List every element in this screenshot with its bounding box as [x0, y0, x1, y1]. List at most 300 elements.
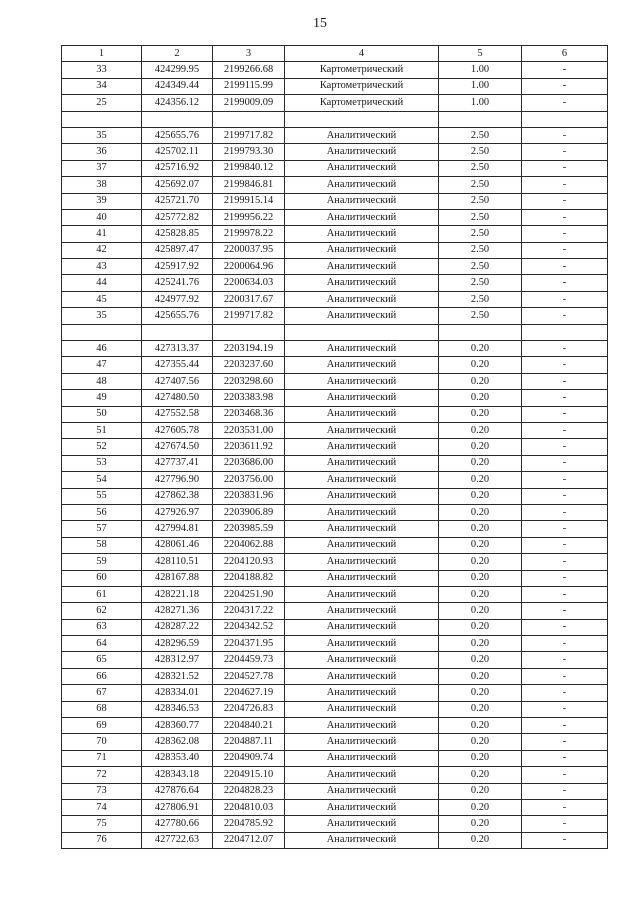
note-cell: - [522, 554, 608, 570]
y-coordinate-cell: 2203298.60 [213, 373, 285, 389]
y-coordinate-cell: 2203237.60 [213, 357, 285, 373]
x-coordinate-cell: 428061.46 [142, 537, 213, 553]
accuracy-cell: 0.20 [439, 422, 522, 438]
table-row [62, 242, 608, 258]
method-cell: Аналитический [285, 718, 439, 734]
accuracy-cell: 2.50 [439, 209, 522, 225]
method-cell: Аналитический [285, 767, 439, 783]
table-row [62, 341, 608, 357]
table-row [62, 685, 608, 701]
note-cell [522, 111, 608, 127]
page-number: 15 [313, 16, 327, 31]
x-coordinate-cell: 425241.76 [142, 275, 213, 291]
x-coordinate-cell [142, 324, 213, 340]
y-coordinate-cell: 2204527.78 [213, 668, 285, 684]
note-cell: - [522, 209, 608, 225]
table-row [62, 160, 608, 176]
method-cell: Аналитический [285, 636, 439, 652]
accuracy-cell: 0.20 [439, 718, 522, 734]
point-number-cell: 75 [62, 816, 142, 832]
x-coordinate-cell: 428312.97 [142, 652, 213, 668]
note-cell: - [522, 636, 608, 652]
x-coordinate-cell: 424356.12 [142, 95, 213, 111]
method-cell: Аналитический [285, 701, 439, 717]
x-coordinate-cell: 424299.95 [142, 62, 213, 78]
y-coordinate-cell: 2204342.52 [213, 619, 285, 635]
point-number-cell: 74 [62, 799, 142, 815]
table-row [62, 783, 608, 799]
y-coordinate-cell: 2199915.14 [213, 193, 285, 209]
x-coordinate-cell: 425655.76 [142, 127, 213, 143]
table-row [62, 668, 608, 684]
note-cell: - [522, 799, 608, 815]
point-number-cell: 60 [62, 570, 142, 586]
note-cell: - [522, 521, 608, 537]
method-cell [285, 111, 439, 127]
table-row [62, 422, 608, 438]
note-cell: - [522, 767, 608, 783]
point-number-cell: 54 [62, 472, 142, 488]
table-row [62, 259, 608, 275]
point-number-cell: 43 [62, 259, 142, 275]
method-cell: Аналитический [285, 570, 439, 586]
y-coordinate-cell: 2199978.22 [213, 226, 285, 242]
point-number-cell: 67 [62, 685, 142, 701]
x-coordinate-cell: 427605.78 [142, 422, 213, 438]
point-number-cell: 50 [62, 406, 142, 422]
accuracy-cell: 0.20 [439, 832, 522, 848]
method-cell: Аналитический [285, 832, 439, 848]
note-cell [522, 324, 608, 340]
note-cell: - [522, 308, 608, 324]
note-cell: - [522, 373, 608, 389]
accuracy-cell: 0.20 [439, 586, 522, 602]
x-coordinate-cell: 427796.90 [142, 472, 213, 488]
accuracy-cell: 2.50 [439, 127, 522, 143]
table-row [62, 750, 608, 766]
note-cell: - [522, 357, 608, 373]
accuracy-cell: 2.50 [439, 308, 522, 324]
table-row [62, 177, 608, 193]
x-coordinate-cell: 425828.85 [142, 226, 213, 242]
accuracy-cell: 2.50 [439, 144, 522, 160]
method-cell: Аналитический [285, 685, 439, 701]
x-coordinate-cell: 427780.66 [142, 816, 213, 832]
table-row [62, 472, 608, 488]
method-cell: Аналитический [285, 291, 439, 307]
accuracy-cell: 0.20 [439, 537, 522, 553]
table-row [62, 373, 608, 389]
y-coordinate-cell: 2204317.22 [213, 603, 285, 619]
method-cell: Аналитический [285, 734, 439, 750]
accuracy-cell: 0.20 [439, 504, 522, 520]
accuracy-cell: 0.20 [439, 668, 522, 684]
method-cell: Аналитический [285, 127, 439, 143]
y-coordinate-cell: 2203383.98 [213, 390, 285, 406]
note-cell: - [522, 62, 608, 78]
accuracy-cell: 0.20 [439, 734, 522, 750]
y-coordinate-cell: 2199266.68 [213, 62, 285, 78]
x-coordinate-cell: 428360.77 [142, 718, 213, 734]
method-cell [285, 324, 439, 340]
point-number-cell: 37 [62, 160, 142, 176]
accuracy-cell: 0.20 [439, 554, 522, 570]
x-coordinate-cell: 428321.52 [142, 668, 213, 684]
point-number-cell: 35 [62, 308, 142, 324]
table-row [62, 78, 608, 94]
note-cell: - [522, 275, 608, 291]
method-cell: Аналитический [285, 226, 439, 242]
method-cell: Аналитический [285, 259, 439, 275]
table-row [62, 324, 608, 340]
point-number-cell [62, 111, 142, 127]
accuracy-cell: 0.20 [439, 685, 522, 701]
table-row [62, 652, 608, 668]
note-cell: - [522, 422, 608, 438]
y-coordinate-cell: 2204371.95 [213, 636, 285, 652]
note-cell: - [522, 78, 608, 94]
table-row [62, 488, 608, 504]
y-coordinate-cell: 2204726.83 [213, 701, 285, 717]
x-coordinate-cell: 425721.70 [142, 193, 213, 209]
accuracy-cell: 0.20 [439, 373, 522, 389]
note-cell: - [522, 472, 608, 488]
y-coordinate-cell: 2204251.90 [213, 586, 285, 602]
y-coordinate-cell: 2204627.19 [213, 685, 285, 701]
x-coordinate-cell: 427862.38 [142, 488, 213, 504]
method-cell: Аналитический [285, 193, 439, 209]
accuracy-cell: 0.20 [439, 799, 522, 815]
header-row [62, 46, 608, 62]
accuracy-cell: 2.50 [439, 177, 522, 193]
y-coordinate-cell: 2203686.00 [213, 455, 285, 471]
method-cell: Аналитический [285, 177, 439, 193]
note-cell: - [522, 291, 608, 307]
table-row [62, 62, 608, 78]
y-coordinate-cell: 2204188.82 [213, 570, 285, 586]
note-cell: - [522, 832, 608, 848]
column-header: 3 [213, 46, 285, 62]
point-number-cell: 66 [62, 668, 142, 684]
accuracy-cell: 0.20 [439, 406, 522, 422]
y-coordinate-cell: 2203468.36 [213, 406, 285, 422]
method-cell: Аналитический [285, 799, 439, 815]
column-header: 1 [62, 46, 142, 62]
point-number-cell: 53 [62, 455, 142, 471]
y-coordinate-cell: 2200634.03 [213, 275, 285, 291]
accuracy-cell: 1.00 [439, 95, 522, 111]
accuracy-cell: 0.20 [439, 603, 522, 619]
column-header: 2 [142, 46, 213, 62]
point-number-cell: 68 [62, 701, 142, 717]
note-cell: - [522, 734, 608, 750]
method-cell: Аналитический [285, 554, 439, 570]
table-row [62, 390, 608, 406]
accuracy-cell: 2.50 [439, 259, 522, 275]
coordinates-table [61, 45, 608, 849]
point-number-cell: 63 [62, 619, 142, 635]
note-cell: - [522, 488, 608, 504]
y-coordinate-cell: 2203831.96 [213, 488, 285, 504]
x-coordinate-cell: 425702.11 [142, 144, 213, 160]
point-number-cell: 51 [62, 422, 142, 438]
note-cell: - [522, 619, 608, 635]
x-coordinate-cell: 427806.91 [142, 799, 213, 815]
point-number-cell: 61 [62, 586, 142, 602]
table-row [62, 586, 608, 602]
point-number-cell: 73 [62, 783, 142, 799]
y-coordinate-cell: 2199840.12 [213, 160, 285, 176]
x-coordinate-cell: 428287.22 [142, 619, 213, 635]
table-row [62, 832, 608, 848]
method-cell: Аналитический [285, 422, 439, 438]
point-number-cell: 49 [62, 390, 142, 406]
point-number-cell [62, 324, 142, 340]
method-cell: Аналитический [285, 390, 439, 406]
accuracy-cell: 0.20 [439, 390, 522, 406]
x-coordinate-cell: 427407.56 [142, 373, 213, 389]
y-coordinate-cell: 2200037.95 [213, 242, 285, 258]
table-row [62, 144, 608, 160]
method-cell: Аналитический [285, 242, 439, 258]
point-number-cell: 25 [62, 95, 142, 111]
accuracy-cell: 0.20 [439, 439, 522, 455]
y-coordinate-cell: 2199717.82 [213, 308, 285, 324]
table-row [62, 619, 608, 635]
y-coordinate-cell: 2204887.11 [213, 734, 285, 750]
accuracy-cell: 0.20 [439, 783, 522, 799]
table-row [62, 111, 608, 127]
accuracy-cell [439, 111, 522, 127]
note-cell: - [522, 177, 608, 193]
note-cell: - [522, 504, 608, 520]
accuracy-cell [439, 324, 522, 340]
method-cell: Аналитический [285, 488, 439, 504]
y-coordinate-cell: 2199846.81 [213, 177, 285, 193]
y-coordinate-cell: 2204712.07 [213, 832, 285, 848]
x-coordinate-cell: 425655.76 [142, 308, 213, 324]
method-cell: Аналитический [285, 357, 439, 373]
accuracy-cell: 0.20 [439, 521, 522, 537]
note-cell: - [522, 242, 608, 258]
x-coordinate-cell: 427876.64 [142, 783, 213, 799]
note-cell: - [522, 570, 608, 586]
method-cell: Картометрический [285, 95, 439, 111]
table-row [62, 291, 608, 307]
accuracy-cell: 2.50 [439, 275, 522, 291]
note-cell: - [522, 226, 608, 242]
x-coordinate-cell: 428110.51 [142, 554, 213, 570]
x-coordinate-cell: 428346.53 [142, 701, 213, 717]
point-number-cell: 59 [62, 554, 142, 570]
y-coordinate-cell: 2199956.22 [213, 209, 285, 225]
y-coordinate-cell: 2199009.09 [213, 95, 285, 111]
table-row [62, 734, 608, 750]
column-header: 6 [522, 46, 608, 62]
x-coordinate-cell: 424349.44 [142, 78, 213, 94]
point-number-cell: 33 [62, 62, 142, 78]
x-coordinate-cell: 428343.18 [142, 767, 213, 783]
table-row [62, 455, 608, 471]
x-coordinate-cell: 428167.88 [142, 570, 213, 586]
y-coordinate-cell: 2204120.93 [213, 554, 285, 570]
note-cell: - [522, 390, 608, 406]
method-cell: Аналитический [285, 816, 439, 832]
point-number-cell: 41 [62, 226, 142, 242]
y-coordinate-cell [213, 111, 285, 127]
point-number-cell: 57 [62, 521, 142, 537]
x-coordinate-cell: 427737.41 [142, 455, 213, 471]
point-number-cell: 65 [62, 652, 142, 668]
point-number-cell: 42 [62, 242, 142, 258]
point-number-cell: 45 [62, 291, 142, 307]
note-cell: - [522, 341, 608, 357]
method-cell: Картометрический [285, 78, 439, 94]
point-number-cell: 72 [62, 767, 142, 783]
note-cell: - [522, 406, 608, 422]
y-coordinate-cell: 2204785.92 [213, 816, 285, 832]
y-coordinate-cell: 2203756.00 [213, 472, 285, 488]
x-coordinate-cell: 428353.40 [142, 750, 213, 766]
note-cell: - [522, 668, 608, 684]
note-cell: - [522, 127, 608, 143]
note-cell: - [522, 701, 608, 717]
method-cell: Аналитический [285, 586, 439, 602]
method-cell: Аналитический [285, 521, 439, 537]
x-coordinate-cell: 425897.47 [142, 242, 213, 258]
column-header: 4 [285, 46, 439, 62]
table-row [62, 701, 608, 717]
x-coordinate-cell: 425917.92 [142, 259, 213, 275]
y-coordinate-cell: 2199717.82 [213, 127, 285, 143]
table-row [62, 357, 608, 373]
method-cell: Аналитический [285, 373, 439, 389]
y-coordinate-cell: 2203611.92 [213, 439, 285, 455]
point-number-cell: 52 [62, 439, 142, 455]
note-cell: - [522, 455, 608, 471]
table-row [62, 537, 608, 553]
note-cell: - [522, 439, 608, 455]
method-cell: Аналитический [285, 275, 439, 291]
x-coordinate-cell: 425772.82 [142, 209, 213, 225]
x-coordinate-cell: 428271.36 [142, 603, 213, 619]
accuracy-cell: 0.20 [439, 488, 522, 504]
point-number-cell: 56 [62, 504, 142, 520]
x-coordinate-cell: 428296.59 [142, 636, 213, 652]
point-number-cell: 38 [62, 177, 142, 193]
table-row [62, 816, 608, 832]
accuracy-cell: 0.20 [439, 472, 522, 488]
point-number-cell: 69 [62, 718, 142, 734]
table-row [62, 209, 608, 225]
table-row [62, 439, 608, 455]
method-cell: Аналитический [285, 783, 439, 799]
accuracy-cell: 2.50 [439, 193, 522, 209]
note-cell: - [522, 816, 608, 832]
x-coordinate-cell: 427552.58 [142, 406, 213, 422]
note-cell: - [522, 652, 608, 668]
method-cell: Аналитический [285, 406, 439, 422]
accuracy-cell: 0.20 [439, 767, 522, 783]
note-cell: - [522, 685, 608, 701]
y-coordinate-cell: 2204062.88 [213, 537, 285, 553]
table-row [62, 226, 608, 242]
accuracy-cell: 2.50 [439, 291, 522, 307]
method-cell: Картометрический [285, 62, 439, 78]
y-coordinate-cell [213, 324, 285, 340]
y-coordinate-cell: 2204840.21 [213, 718, 285, 734]
column-header: 5 [439, 46, 522, 62]
method-cell: Аналитический [285, 160, 439, 176]
x-coordinate-cell: 427674.50 [142, 439, 213, 455]
method-cell: Аналитический [285, 504, 439, 520]
point-number-cell: 48 [62, 373, 142, 389]
method-cell: Аналитический [285, 341, 439, 357]
method-cell: Аналитический [285, 144, 439, 160]
table-row [62, 718, 608, 734]
method-cell: Аналитический [285, 537, 439, 553]
table-row [62, 554, 608, 570]
method-cell: Аналитический [285, 209, 439, 225]
accuracy-cell: 1.00 [439, 78, 522, 94]
point-number-cell: 34 [62, 78, 142, 94]
y-coordinate-cell: 2203985.59 [213, 521, 285, 537]
accuracy-cell: 0.20 [439, 750, 522, 766]
table-row [62, 95, 608, 111]
x-coordinate-cell: 427480.50 [142, 390, 213, 406]
point-number-cell: 35 [62, 127, 142, 143]
x-coordinate-cell: 424977.92 [142, 291, 213, 307]
table-header [62, 46, 608, 62]
table-row [62, 406, 608, 422]
table-row [62, 603, 608, 619]
y-coordinate-cell: 2203531.00 [213, 422, 285, 438]
point-number-cell: 39 [62, 193, 142, 209]
accuracy-cell: 0.20 [439, 341, 522, 357]
y-coordinate-cell: 2203194.19 [213, 341, 285, 357]
table-row [62, 308, 608, 324]
table-row [62, 275, 608, 291]
point-number-cell: 47 [62, 357, 142, 373]
note-cell: - [522, 193, 608, 209]
y-coordinate-cell: 2204909.74 [213, 750, 285, 766]
note-cell: - [522, 603, 608, 619]
method-cell: Аналитический [285, 750, 439, 766]
table-row [62, 521, 608, 537]
accuracy-cell: 2.50 [439, 160, 522, 176]
y-coordinate-cell: 2204459.73 [213, 652, 285, 668]
point-number-cell: 64 [62, 636, 142, 652]
accuracy-cell: 0.20 [439, 570, 522, 586]
table-row [62, 767, 608, 783]
note-cell: - [522, 144, 608, 160]
x-coordinate-cell: 427926.97 [142, 504, 213, 520]
table-row [62, 127, 608, 143]
note-cell: - [522, 537, 608, 553]
y-coordinate-cell: 2199793.30 [213, 144, 285, 160]
table-row [62, 570, 608, 586]
table-body [62, 62, 608, 849]
method-cell: Аналитический [285, 668, 439, 684]
accuracy-cell: 2.50 [439, 226, 522, 242]
note-cell: - [522, 718, 608, 734]
x-coordinate-cell: 428221.18 [142, 586, 213, 602]
x-coordinate-cell: 425692.07 [142, 177, 213, 193]
table-row [62, 193, 608, 209]
point-number-cell: 76 [62, 832, 142, 848]
y-coordinate-cell: 2199115.99 [213, 78, 285, 94]
accuracy-cell: 0.20 [439, 357, 522, 373]
